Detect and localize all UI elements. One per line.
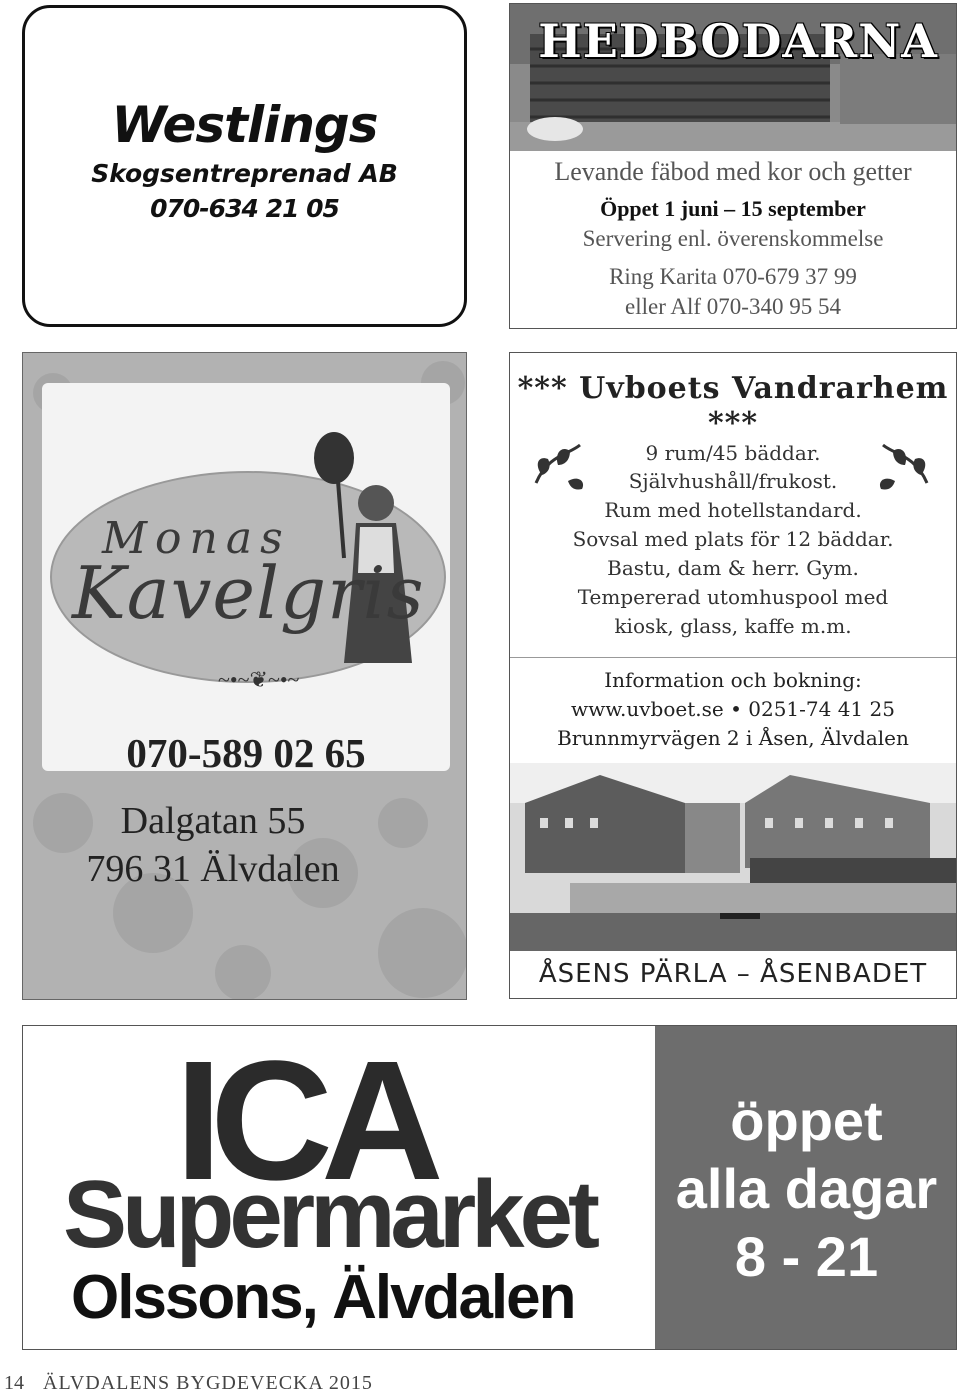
westlings-name: Westlings bbox=[111, 96, 378, 154]
logo-monas: Monas bbox=[102, 513, 291, 564]
pool-caption: ÅSENS PÄRLA – ÅSENBADET bbox=[538, 959, 928, 989]
publication-name: ÄLVDALENS BYGDEVECKA 2015 bbox=[43, 1372, 373, 1394]
hedbodarna-phone1: Ring Karita 070-679 37 99 bbox=[609, 264, 857, 289]
info-heading: Information och bokning: bbox=[604, 668, 862, 692]
ica-brand: Supermarket bbox=[63, 1161, 595, 1268]
hedbodarna-line1: Levande fäbod med kor och getter bbox=[554, 157, 912, 186]
monas-city: 796 31 Älvdalen bbox=[86, 848, 340, 890]
hedbodarna-phone2: eller Alf 070-340 95 54 bbox=[625, 294, 841, 319]
monas-kavelgris-ad bbox=[22, 352, 467, 1000]
ica-store-name: Olssons, Älvdalen bbox=[71, 1263, 575, 1332]
ica-ad bbox=[22, 1025, 957, 1350]
feature-item: Bastu, dam & herr. Gym. bbox=[607, 556, 859, 580]
uvboet-ad bbox=[509, 352, 957, 999]
ica-logo: ICA bbox=[175, 1026, 432, 1216]
feature-item: Självhushåll/frukost. bbox=[628, 469, 838, 493]
feature-item: Sovsal med plats för 12 bäddar. bbox=[572, 527, 894, 551]
feature-item: Tempererad utomhuspool med bbox=[577, 585, 889, 609]
divider bbox=[510, 657, 956, 658]
woman-with-peel-illustration bbox=[304, 423, 414, 673]
page-number: 14 bbox=[4, 1372, 24, 1394]
uvboet-address: Brunnmyrvägen 2 i Åsen, Älvdalen bbox=[557, 726, 909, 750]
ornament-icon: ~•~❦~•~ bbox=[218, 667, 300, 692]
logo-panel bbox=[42, 383, 450, 776]
hedbodarna-ad bbox=[509, 3, 957, 329]
hedbodarna-line3: Servering enl. överenskommelse bbox=[582, 226, 884, 251]
hedbodarna-title: HEDBODARNA bbox=[538, 14, 938, 68]
westlings-ad bbox=[22, 5, 467, 327]
monas-street: Dalgatan 55 bbox=[120, 800, 306, 842]
pool-photo bbox=[510, 763, 956, 951]
uvboet-title: *** Uvboets Vandrarhem *** bbox=[517, 371, 949, 441]
westlings-phone: 070-634 21 05 bbox=[150, 194, 339, 223]
hours-line1: öppet bbox=[730, 1089, 883, 1152]
page-footer bbox=[4, 1372, 373, 1395]
logo-kavelgris: Kavelgris bbox=[72, 551, 425, 635]
uvboet-contact: www.uvboet.se • 0251-74 41 25 bbox=[571, 697, 895, 721]
feature-item: 9 rum/45 bäddar. bbox=[645, 441, 821, 465]
feature-item: Rum med hotellstandard. bbox=[604, 498, 862, 522]
opening-hours-box bbox=[655, 1026, 957, 1350]
monas-phone: 070-589 02 65 bbox=[126, 730, 366, 776]
hours-line2: alla dagar bbox=[675, 1157, 938, 1220]
hours-line3: 8 - 21 bbox=[734, 1225, 879, 1288]
westlings-subtitle: Skogsentreprenad AB bbox=[91, 159, 398, 188]
hedbodarna-dates: Öppet 1 juni – 15 september bbox=[600, 196, 866, 221]
feature-item: kiosk, glass, kaffe m.m. bbox=[614, 614, 852, 638]
